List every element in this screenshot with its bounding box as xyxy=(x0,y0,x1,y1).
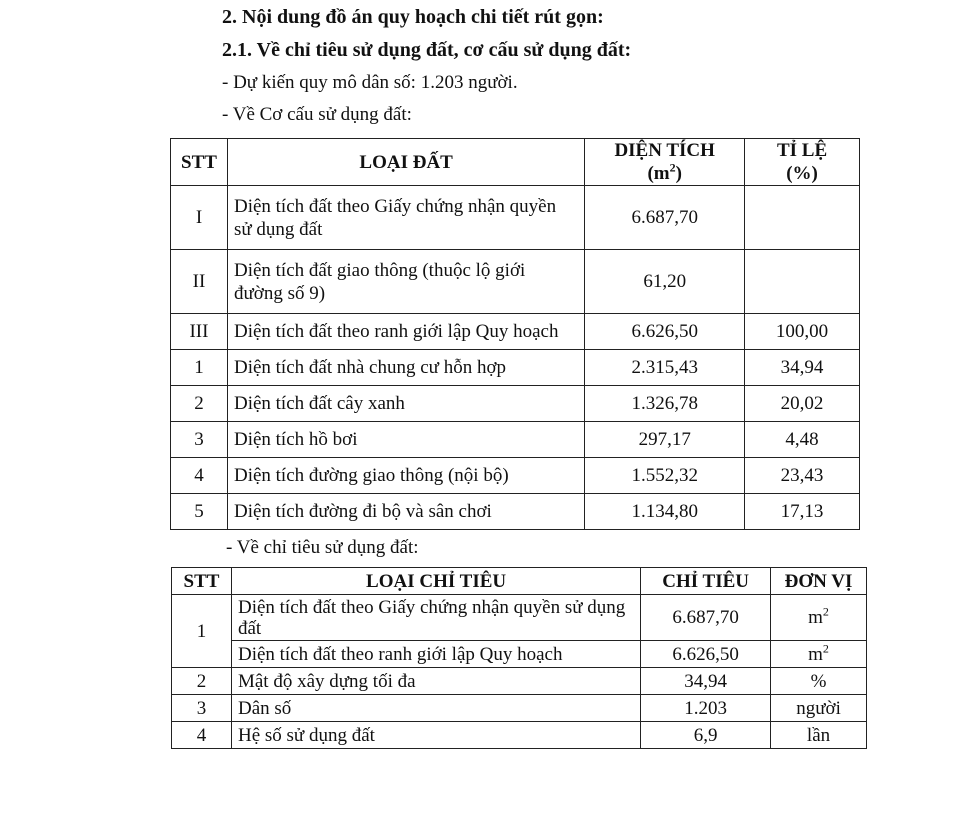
table-row xyxy=(172,695,867,722)
cell-land-type: Diện tích đường đi bộ và sân chơi xyxy=(227,494,584,530)
cell-area: 61,20 xyxy=(585,250,745,314)
cell-area: 6.626,50 xyxy=(585,314,745,350)
cell-indicator-type: Dân số xyxy=(231,695,640,722)
cell-indicator-value: 6,9 xyxy=(641,722,771,749)
header-indicator-type: LOẠI CHỈ TIÊU xyxy=(231,568,640,595)
table-row xyxy=(171,458,860,494)
cell-land-type: Diện tích hồ bơi xyxy=(227,422,584,458)
cell-ratio: 34,94 xyxy=(745,350,860,386)
cell-indicator-value: 6.626,50 xyxy=(641,641,771,668)
land-structure-table xyxy=(170,138,860,530)
cell-land-type: Diện tích đất theo ranh giới lập Quy hoạch xyxy=(227,314,584,350)
header-area-label: DIỆN TÍCH xyxy=(614,140,715,161)
cell-stt: 1 xyxy=(172,595,232,668)
cell-stt: I xyxy=(171,186,228,250)
cell-area: 2.315,43 xyxy=(585,350,745,386)
cell-area: 6.687,70 xyxy=(585,186,745,250)
cell-indicator-type: Diện tích đất theo Giấy chứng nhận quyền sử dụng đất xyxy=(231,595,640,641)
table-row xyxy=(172,722,867,749)
header-area-unit: $(m^2)$ xyxy=(647,160,682,184)
cell-land-type: Diện tích đất theo Giấy chứng nhận quyền sử dụng đất xyxy=(227,186,584,250)
header-area xyxy=(585,139,745,186)
cell-area: 1.552,32 xyxy=(585,458,745,494)
cell-indicator-value: 1.203 xyxy=(641,695,771,722)
cell-ratio: 23,43 xyxy=(745,458,860,494)
population-line: - Dự kiến quy mô dân số: 1.203 người. xyxy=(222,72,518,93)
header-land-type: LOẠI ĐẤT xyxy=(227,139,584,186)
header-ratio-unit: (%) xyxy=(786,163,818,184)
cell-stt: 1 xyxy=(171,350,228,386)
subsection-heading: 2.1. Về chỉ tiêu sử dụng đất, cơ cấu sử dụng đất: xyxy=(222,39,632,61)
cell-land-type: Diện tích đất cây xanh xyxy=(227,386,584,422)
table-row xyxy=(172,641,867,668)
cell-indicator-type: Mật độ xây dựng tối đa xyxy=(231,668,640,695)
cell-area: 1.326,78 xyxy=(585,386,745,422)
cell-land-type: Diện tích đường giao thông (nội bộ) xyxy=(227,458,584,494)
cell-stt: 4 xyxy=(172,722,232,749)
cell-stt: 3 xyxy=(171,422,228,458)
cell-indicator-type: Hệ số sử dụng đất xyxy=(231,722,640,749)
cell-ratio: 4,48 xyxy=(745,422,860,458)
cell-ratio: 100,00 xyxy=(745,314,860,350)
structure-intro: - Về Cơ cấu sử dụng đất: xyxy=(222,104,412,125)
cell-ratio xyxy=(745,250,860,314)
cell-area: 297,17 xyxy=(585,422,745,458)
table-row xyxy=(171,422,860,458)
cell-stt: II xyxy=(171,250,228,314)
table-header-row xyxy=(172,568,867,595)
cell-ratio xyxy=(745,186,860,250)
cell-unit: người xyxy=(771,695,867,722)
table-row xyxy=(171,186,860,250)
header-stt: STT xyxy=(172,568,232,595)
table-row xyxy=(171,494,860,530)
cell-stt: 2 xyxy=(171,386,228,422)
header-stt: STT xyxy=(171,139,228,186)
header-ratio-label: TỈ LỆ xyxy=(776,140,828,161)
cell-ratio: 20,02 xyxy=(745,386,860,422)
table-row xyxy=(171,314,860,350)
cell-ratio: 17,13 xyxy=(745,494,860,530)
header-ratio xyxy=(745,139,860,186)
cell-indicator-value: 34,94 xyxy=(641,668,771,695)
cell-stt: 4 xyxy=(171,458,228,494)
cell-indicator-value: 6.687,70 xyxy=(641,595,771,641)
cell-land-type: Diện tích đất nhà chung cư hỗn hợp xyxy=(227,350,584,386)
cell-unit: % xyxy=(771,668,867,695)
table-row xyxy=(172,595,867,641)
table-row xyxy=(171,350,860,386)
land-indicator-table xyxy=(171,567,867,749)
header-unit: ĐƠN VỊ xyxy=(771,568,867,595)
table-row xyxy=(171,386,860,422)
cell-area: 1.134,80 xyxy=(585,494,745,530)
table-header-row xyxy=(171,139,860,186)
section-heading: 2. Nội dung đồ án quy hoạch chi tiết rút gọn: xyxy=(222,6,604,28)
cell-unit: $m^2$ xyxy=(771,641,867,668)
indicator-intro: - Về chỉ tiêu sử dụng đất: xyxy=(226,537,419,558)
table-row xyxy=(171,250,860,314)
cell-stt: 5 xyxy=(171,494,228,530)
cell-stt: III xyxy=(171,314,228,350)
cell-unit: $m^2$ xyxy=(771,595,867,641)
cell-unit: lần xyxy=(771,722,867,749)
cell-stt: 3 xyxy=(172,695,232,722)
header-indicator-value: CHỈ TIÊU xyxy=(641,568,771,595)
cell-indicator-type: Diện tích đất theo ranh giới lập Quy hoạch xyxy=(231,641,640,668)
cell-land-type: Diện tích đất giao thông (thuộc lộ giới đường số 9) xyxy=(227,250,584,314)
table-row xyxy=(172,668,867,695)
cell-stt: 2 xyxy=(172,668,232,695)
